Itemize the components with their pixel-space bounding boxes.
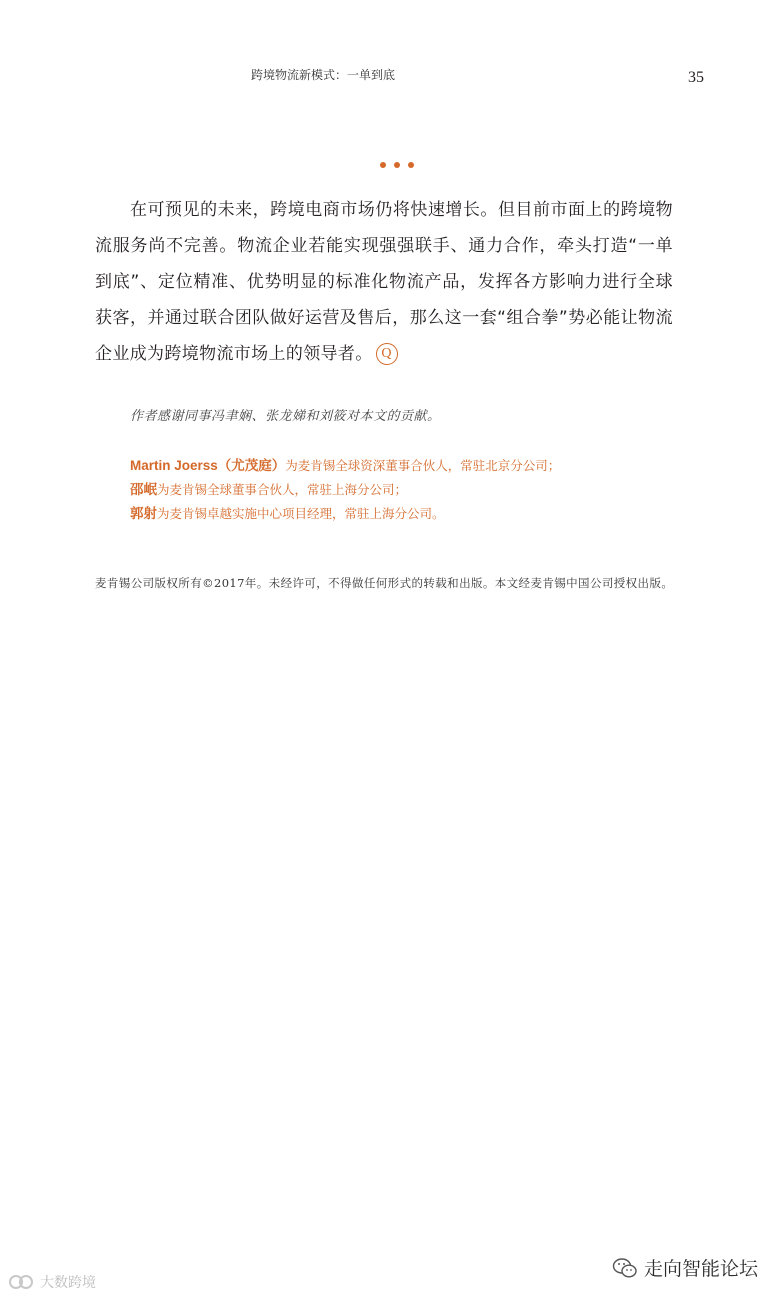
copyright-notice: 麦肯锡公司版权所有©2017年。未经许可，不得做任何形式的转载和出版。本文经麦肯锡中国公司授权出版。 [95, 576, 674, 590]
author-list [130, 454, 650, 526]
body-paragraph-text: 在可预见的未来，跨境电商市场仍将快速增长。但目前市面上的跨境物流服务尚不完善。物流企业若能实现强强联手、通力合作，牵头打造“一单到底”、定位精准、优势明显的标准化物流产品，发挥各方影响力进行全球获客，并通过联合团队做好运营及售后，那么这一套“组合拳”势必能让物流企业成为跨境物流市场上的领导者。 [95, 200, 673, 364]
author-role: 为麦肯锡全球资深董事合伙人，常驻北京分公司； [285, 458, 561, 473]
divider-dot [380, 162, 386, 168]
author-entry [130, 454, 650, 478]
divider-dot [408, 162, 414, 168]
watermark-logo-icon [8, 1273, 36, 1291]
acknowledgement-note: 作者感谢同事冯聿娴、张龙娣和刘筱对本文的贡献。 [130, 409, 441, 424]
page-number: 35 [688, 69, 704, 86]
divider-dot [394, 162, 400, 168]
author-name: Martin Joerss（尤茂庭） [130, 458, 286, 473]
author-entry [130, 502, 650, 526]
author-name: 郭射 [130, 506, 157, 521]
watermark-right-text: 走向智能论坛 [644, 1258, 759, 1280]
author-entry [130, 478, 650, 502]
wechat-icon [612, 1257, 638, 1279]
author-name: 邵岷 [130, 482, 157, 497]
watermark-right [612, 1254, 758, 1281]
end-mark-icon: Q [376, 343, 398, 365]
watermark-left [8, 1272, 96, 1292]
author-role: 为麦肯锡卓越实施中心项目经理，常驻上海分公司。 [157, 506, 445, 521]
running-header-title: 跨境物流新模式：一单到底 [251, 68, 396, 82]
watermark-left-text: 大数跨境 [40, 1275, 96, 1291]
author-role: 为麦肯锡全球董事合伙人，常驻上海分公司； [157, 482, 408, 497]
body-paragraph [95, 192, 673, 372]
section-divider-dots [380, 162, 414, 168]
